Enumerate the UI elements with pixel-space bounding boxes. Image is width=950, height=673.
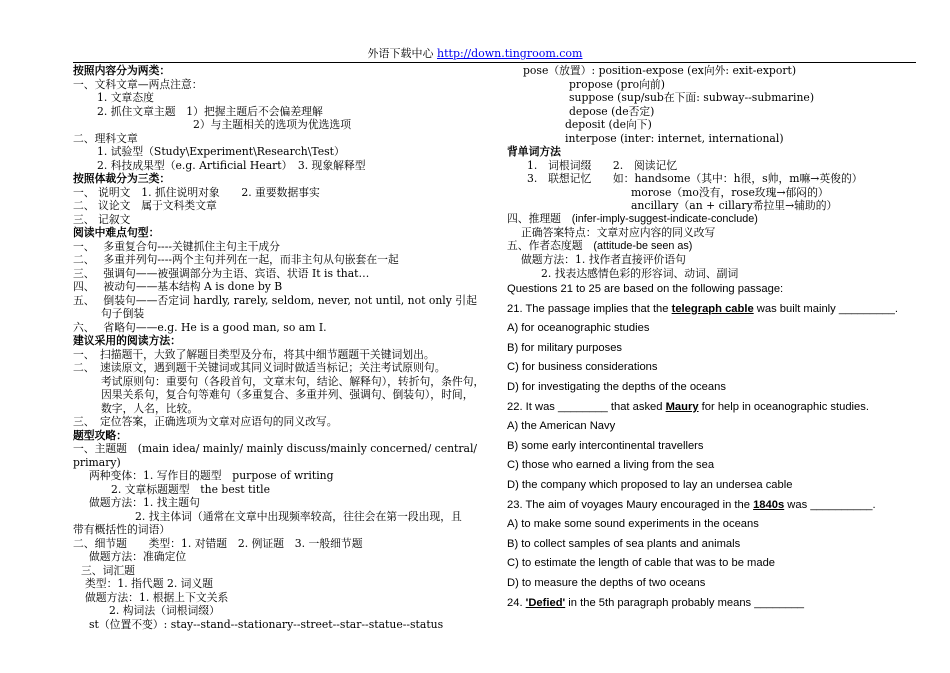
note-line: 2. 找主体词（通常在文章中出现频率较高，往往会在第一段出现，且 xyxy=(135,509,462,523)
answer-option: C) those who earned a living from the sea xyxy=(507,459,715,472)
note-line: 2）与主题相关的选项为优选选项 xyxy=(193,118,352,131)
note-line: 类型：1. 指代题 2. 词义题 xyxy=(85,577,214,590)
passage-intro: Questions 21 to 25 are based on the following passage: xyxy=(507,283,784,295)
question-text: 22. It was ________ that asked xyxy=(507,400,666,413)
note-line: 做题方法：准确定位 xyxy=(89,550,187,563)
note-line: propose (pro向前) xyxy=(569,77,665,91)
section-heading: 背单词方法 xyxy=(507,145,561,158)
note-line: 三、 记叙文 xyxy=(73,212,131,226)
note-line: 一、文科文章—两点注意： xyxy=(73,77,203,91)
site-link[interactable]: http://down.tingroom.com xyxy=(437,47,583,60)
question-list xyxy=(507,280,922,613)
question-text: 21. The passage implies that the xyxy=(507,302,672,315)
question-text: for help in oceanographic studies. xyxy=(698,400,869,413)
question-stem xyxy=(507,496,922,516)
note-line: 三、词汇题 xyxy=(81,563,135,577)
answer-option: C) for business considerations xyxy=(507,361,658,374)
note-line: 五、 倒装句——否定词 hardly, rarely, seldom, never, not until, not only 引起 xyxy=(73,293,477,307)
answer-option: A) for oceanographic studies xyxy=(507,322,650,335)
underlined-keyword: Maury xyxy=(665,400,699,413)
note-line: 1. 文章态度 xyxy=(97,91,154,104)
note-line: depose (de否定) xyxy=(569,104,655,118)
question-text: in the 5th paragraph probably means ________ xyxy=(565,596,805,609)
note-line: 二、 多重并列句----两个主句并列在一起，而非主句从句嵌套在一起 xyxy=(73,253,399,266)
answer-option: A) the American Navy xyxy=(507,420,616,433)
note-line: pose（放置）: position-expose (ex向外: exit-export) xyxy=(523,64,797,77)
note-line: 四、 被动句——基本结构 A is done by B xyxy=(73,280,283,293)
note-line: primary) xyxy=(73,455,121,469)
note-line: 二、 议论文 属于文科类文章 xyxy=(73,199,217,212)
note-line: 句子倒装 xyxy=(101,307,145,320)
underlined-keyword: 'Defied' xyxy=(525,596,566,609)
site-name: 外语下载中心 xyxy=(367,47,434,60)
note-line: 做题方法：1. 找作者直接评价语句 xyxy=(521,253,686,266)
note-line: 一、 扫描题干，大致了解题目类型及分布，将其中细节题题干关键词划出。 xyxy=(73,347,435,361)
right-column xyxy=(507,64,922,613)
note-line: 二、 速读原文，遇到题干关键词或其同义词时做适当标记；关注考试原则句。 xyxy=(73,361,446,374)
header-rule xyxy=(73,62,916,63)
section-heading: 按照体裁分为三类： xyxy=(73,172,171,185)
note-line: 因果关系句，复合句等难句（多重复合、多重并列、强调句、倒装句），时间， xyxy=(101,388,474,401)
note-line: 三、 定位答案，正确选项为文章对应语句的同义改写。 xyxy=(73,415,338,428)
answer-option: C) to estimate the length of cable that was to be made xyxy=(507,557,776,570)
note-line: 五、作者态度题 (attitude-be seen as) xyxy=(507,239,693,252)
note-line: 数字，人名，比较。 xyxy=(101,401,199,415)
note-line: 2. 找表达感情色彩的形容词、动词、副词 xyxy=(541,266,739,280)
note-line: 1. 试验型（Study\Experiment\Research\Test） xyxy=(97,145,345,158)
note-line: 2. 科技成果型（e.g. Artificial Heart） 3. 现象解释型 xyxy=(97,158,366,172)
note-line: 做题方法：1. 根据上下文关系 xyxy=(85,590,229,604)
note-line: 四、推理题 (infer-imply-suggest-indicate-conclude) xyxy=(507,212,758,225)
underlined-keyword: 1840s xyxy=(753,498,785,511)
note-line: 二、细节题 类型：1. 对错题 2. 例证题 3. 一般细节题 xyxy=(73,536,363,550)
question-text: was built mainly _________. xyxy=(753,302,898,315)
section-heading: 阅读中难点句型： xyxy=(73,226,160,239)
note-line: deposit (de向下) xyxy=(565,118,652,131)
section-heading: 建议采用的阅读方法： xyxy=(73,334,181,347)
underlined-keyword: telegraph cable xyxy=(671,302,754,315)
note-line: 二、理科文章 xyxy=(73,131,138,145)
note-line: interpose (inter: internet, international) xyxy=(565,131,784,145)
note-line: 2. 文章标题题型 the best title xyxy=(111,482,271,496)
note-line: 两种变体：1. 写作目的题型 purpose of writing xyxy=(89,469,334,482)
left-column xyxy=(73,64,485,631)
note-line: 一、主题题 (main idea/ mainly/ mainly discuss/mainly concerned/ central/ xyxy=(73,442,478,455)
note-line: ancillary（an + cillary希拉里→辅助的） xyxy=(631,199,838,212)
question-stem xyxy=(507,300,922,320)
page-header xyxy=(0,47,950,61)
answer-option: D) the company which proposed to lay an undersea cable xyxy=(507,478,793,491)
answer-option: D) for investigating the depths of the oceans xyxy=(507,380,726,393)
note-line: 三、 强调句——被强调部分为主语、宾语、状语 It is that… xyxy=(73,266,370,280)
note-line: 带有概括性的词语） xyxy=(73,523,171,536)
note-line: 考试原则句：重要句（各段首句，文章末句，结论、解释句），转折句，条件句， xyxy=(101,374,485,388)
note-line: morose（mo没有，rose玫瑰→郁闷的） xyxy=(631,185,829,199)
answer-option: B) for military purposes xyxy=(507,341,623,354)
vocabulary-notes xyxy=(507,64,922,280)
note-line: 一、 说明文 1. 抓住说明对象 2. 重要数据事实 xyxy=(73,185,320,199)
answer-option: A) to make some sound experiments in the oceans xyxy=(507,518,759,531)
note-line: 六、 省略句——e.g. He is a good man, so am I. xyxy=(73,320,327,334)
section-heading: 题型攻略： xyxy=(73,428,127,442)
note-line: 做题方法：1. 找主题句 xyxy=(89,496,200,509)
question-text: was __________. xyxy=(784,498,876,511)
note-line: 2. 抓住文章主题 1）把握主题后不会偏差理解 xyxy=(97,104,323,118)
answer-option: B) to collect samples of sea plants and animals xyxy=(507,537,741,550)
question-stem xyxy=(507,594,922,614)
note-line: 一、 多重复合句----关键抓住主句主干成分 xyxy=(73,239,280,253)
note-line: 3. 联想记忆 如：handsome（其中：h很，s帅，m嘛→英俊的） xyxy=(527,172,863,185)
section-heading: 按照内容分为两类： xyxy=(73,64,171,77)
note-line: st（位置不变）: stay--stand--stationary--street--star--statue--status xyxy=(89,617,444,631)
question-text: 23. The aim of voyages Maury encouraged in the xyxy=(507,498,754,511)
note-line: 2. 构词法（词根词缀） xyxy=(109,604,220,617)
answer-option: D) to measure the depths of two oceans xyxy=(507,576,706,589)
question-text: 24. xyxy=(507,596,526,609)
note-line: 1. 词根词缀 2. 阅读记忆 xyxy=(527,158,678,172)
note-line: 正确答案特点：文章对应内容的同义改写 xyxy=(521,226,716,239)
note-line: suppose (sup/sub在下面: subway--submarine) xyxy=(569,91,815,104)
answer-option: B) some early intercontinental travellers xyxy=(507,439,704,452)
question-stem xyxy=(507,398,922,418)
